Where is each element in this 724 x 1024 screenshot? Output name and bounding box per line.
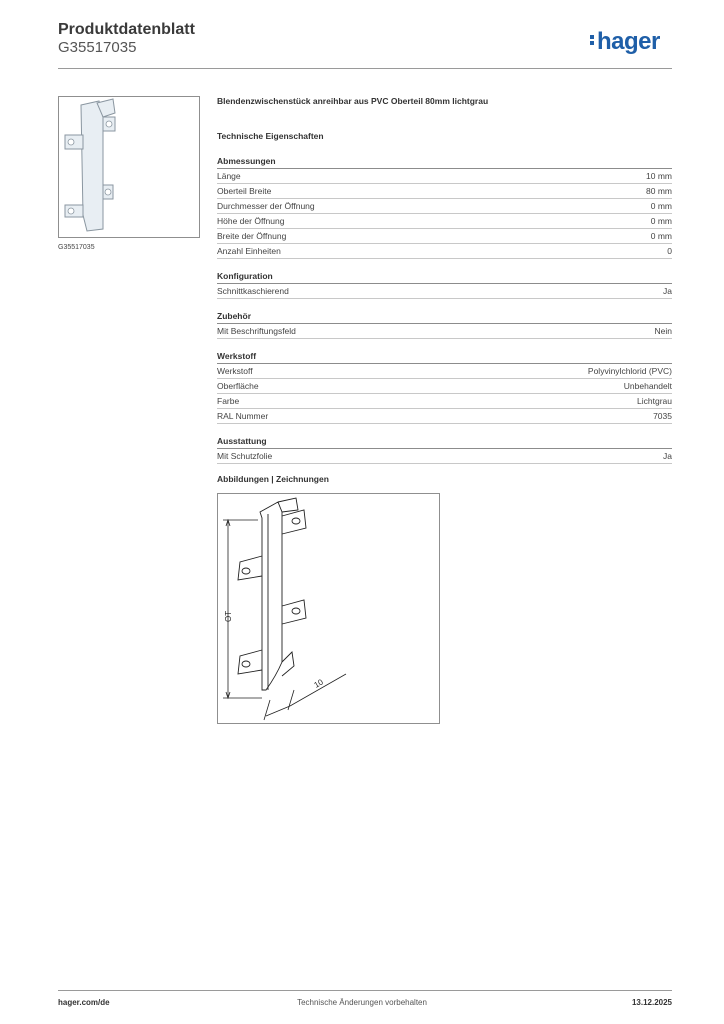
- spec-value: 0 mm: [650, 216, 672, 226]
- logo-dots-icon: [590, 33, 595, 47]
- spec-row: [217, 324, 672, 339]
- spec-value: 10 mm: [646, 171, 672, 181]
- spec-value: Unbehandelt: [623, 381, 672, 391]
- section-abmessungen: [217, 155, 672, 259]
- section-title: Zubehör: [217, 310, 672, 324]
- thumbnail-caption: G35517035: [58, 244, 95, 251]
- spec-row: [217, 184, 672, 199]
- spec-label: Breite der Öffnung: [217, 231, 287, 241]
- section-title: Abmessungen: [217, 155, 672, 169]
- section-werkstoff: [217, 350, 672, 424]
- spec-label: Höhe der Öffnung: [217, 216, 285, 226]
- figures-heading: Abbildungen | Zeichnungen: [217, 474, 329, 484]
- logo-text: hager: [597, 28, 660, 55]
- spec-value: Lichtgrau: [637, 396, 672, 406]
- page-title: Produktdatenblatt: [58, 21, 195, 38]
- spec-row: [217, 379, 672, 394]
- product-description: Blendenzwischenstück anreihbar aus PVC Oberteil 80mm lichtgrau: [217, 96, 489, 106]
- header-divider: [58, 68, 672, 69]
- footer-disclaimer: Technische Änderungen vorbehalten: [297, 998, 427, 1007]
- spec-value: 0 mm: [650, 201, 672, 211]
- spec-row: [217, 214, 672, 229]
- technical-drawing: [217, 493, 440, 724]
- spec-label: Werkstoff: [217, 366, 253, 376]
- spec-label: Schnittkaschierend: [217, 286, 289, 296]
- spec-value: Ja: [663, 451, 672, 461]
- spec-table: [217, 155, 672, 475]
- section-zubehoer: [217, 310, 672, 339]
- product-code: G35517035: [58, 39, 137, 56]
- spec-label: Anzahl Einheiten: [217, 246, 281, 256]
- spec-row: [217, 449, 672, 464]
- section-konfiguration: [217, 270, 672, 299]
- product-thumbnail-image: [59, 97, 199, 237]
- section-ausstattung: [217, 435, 672, 464]
- footer-date: 13.12.2025: [631, 998, 672, 1007]
- spec-label: Oberteil Breite: [217, 186, 272, 196]
- footer-website-link[interactable]: hager.com/de: [58, 998, 110, 1007]
- spec-value: Nein: [654, 326, 672, 336]
- spec-row: [217, 364, 672, 379]
- tech-heading: Technische Eigenschaften: [217, 131, 324, 141]
- spec-value: Polyvinylchlorid (PVC): [587, 366, 672, 376]
- spec-label: Mit Schutzfolie: [217, 451, 273, 461]
- spec-row: [217, 169, 672, 184]
- product-thumbnail: [58, 96, 200, 238]
- technical-drawing-svg: [218, 494, 439, 723]
- spec-row: [217, 229, 672, 244]
- spec-label: Oberfläche: [217, 381, 259, 391]
- hager-logo: [590, 28, 660, 56]
- spec-row: [217, 284, 672, 299]
- spec-value: 7035: [653, 411, 672, 421]
- spec-row: [217, 199, 672, 214]
- spec-value: 80 mm: [646, 186, 672, 196]
- section-title: Werkstoff: [217, 350, 672, 364]
- dimension-ot-label: OT: [224, 610, 233, 622]
- section-title: Konfiguration: [217, 270, 672, 284]
- spec-row: [217, 394, 672, 409]
- spec-label: Durchmesser der Öffnung: [217, 201, 315, 211]
- footer-divider: [58, 990, 672, 991]
- spec-label: RAL Nummer: [217, 411, 269, 421]
- section-title: Ausstattung: [217, 435, 672, 449]
- spec-value: Ja: [663, 286, 672, 296]
- spec-row: [217, 244, 672, 259]
- dimension-length-label: 10: [312, 677, 325, 690]
- spec-label: Farbe: [217, 396, 240, 406]
- spec-label: Länge: [217, 171, 241, 181]
- spec-row: [217, 409, 672, 424]
- spec-value: 0: [667, 246, 672, 256]
- spec-label: Mit Beschriftungsfeld: [217, 326, 296, 336]
- spec-value: 0 mm: [650, 231, 672, 241]
